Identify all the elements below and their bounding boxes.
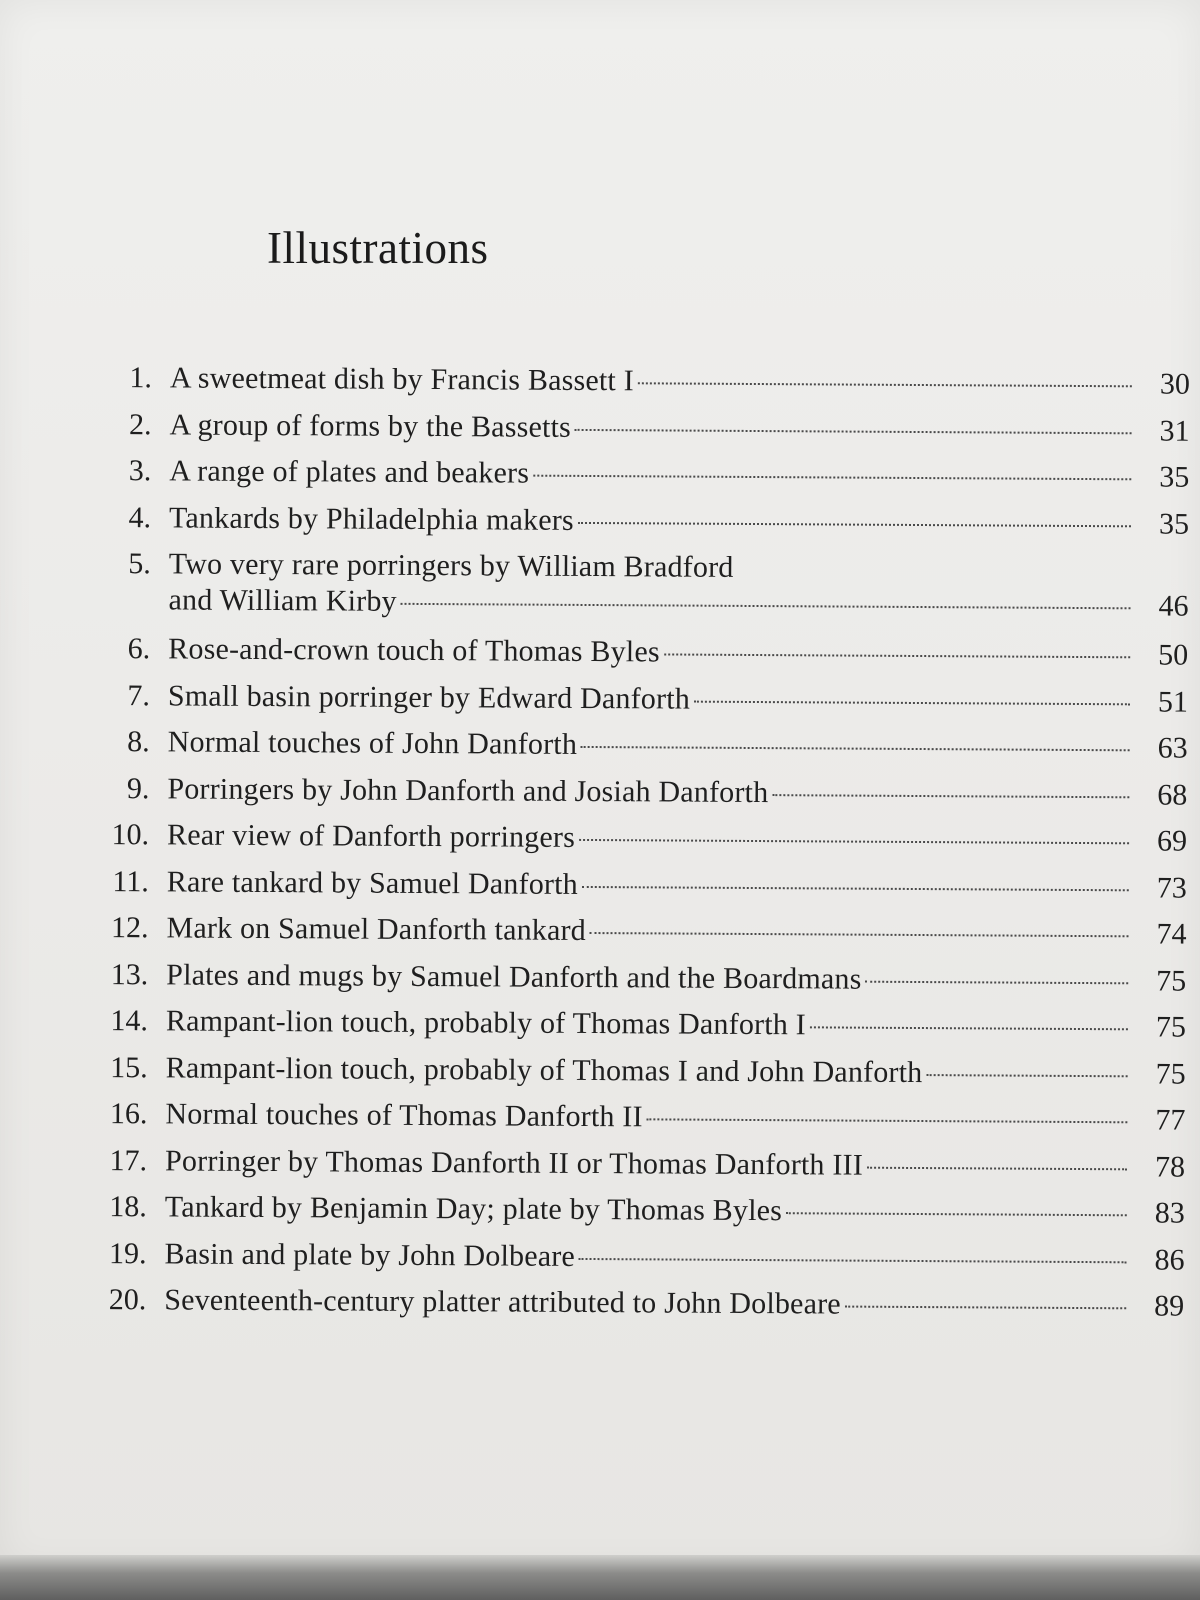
list-item (97, 770, 1187, 823)
list-item (98, 677, 1188, 730)
entry-title: Rare tankard by Samuel Danforth (166, 864, 578, 901)
entry-title: Mark on Samuel Danforth tankard (166, 911, 587, 947)
entry-body (168, 724, 1188, 766)
entry-number: 2. (129, 407, 152, 441)
list-item (97, 863, 1187, 916)
entry-title: Tankard by Benjamin Day; plate by Thomas Byles (164, 1190, 783, 1228)
page-number: 77 (1155, 1103, 1186, 1137)
page-number: 75 (1155, 1056, 1186, 1091)
illustrations-list (94, 360, 1190, 1335)
page-number: 35 (1158, 506, 1190, 541)
entry-body (168, 678, 1188, 720)
dot-leader (578, 521, 1131, 526)
entry-line (168, 631, 1188, 673)
list-item (94, 1235, 1184, 1288)
page-number: 50 (1158, 638, 1189, 672)
entry-number: 11. (112, 864, 149, 898)
list-item (95, 1142, 1185, 1195)
entry-body (166, 957, 1186, 999)
entry-line (168, 582, 1188, 624)
entry-body (169, 500, 1189, 542)
page-title: Illustrations (267, 223, 489, 273)
entry-line (169, 453, 1189, 495)
entry-first-line (169, 546, 1189, 588)
entry-number: 15. (110, 1050, 148, 1084)
entry-body (167, 771, 1187, 813)
entry-body (165, 1096, 1185, 1138)
dot-leader (579, 1257, 1127, 1262)
page-number: 75 (1155, 1010, 1187, 1044)
page-number: 63 (1157, 731, 1188, 765)
entry-line (168, 678, 1188, 720)
entry-number: 8. (127, 725, 150, 759)
dot-leader (582, 885, 1129, 890)
entry-title: Rampant-lion touch, probably of Thomas Danforth I (165, 1004, 807, 1042)
entry-title: Plates and mugs by Samuel Danforth and the Boardmans (166, 957, 862, 996)
entry-line (166, 1003, 1186, 1045)
page-number: 68 (1157, 777, 1188, 812)
dot-leader (590, 932, 1129, 937)
entry-body (167, 864, 1187, 906)
page-number: 73 (1156, 870, 1187, 905)
dot-leader (865, 980, 1128, 984)
page-number: 89 (1154, 1289, 1185, 1323)
entry-body (165, 1189, 1185, 1231)
entry-title: Tankards by Philadelphia makers (168, 500, 574, 537)
entry-line (167, 771, 1187, 813)
dot-leader (772, 794, 1129, 798)
list-item (98, 546, 1188, 638)
entry-title: A group of forms by the Bassetts (169, 407, 572, 444)
dot-leader (867, 1166, 1127, 1170)
dot-leader (638, 382, 1132, 387)
list-item (96, 956, 1186, 1009)
entry-title-continuation: and William Kirby (168, 583, 397, 618)
entry-number: 18. (109, 1190, 147, 1224)
page-number: 35 (1159, 460, 1190, 494)
entry-number: 19. (108, 1236, 147, 1270)
entry-title: Normal touches of John Danforth (167, 725, 578, 761)
page-number: 30 (1159, 367, 1190, 401)
entry-line (164, 1236, 1184, 1278)
page-number: 78 (1154, 1149, 1186, 1184)
dot-leader (579, 839, 1129, 844)
entry-line (166, 910, 1186, 952)
list-item (98, 631, 1188, 684)
entry-body (166, 1050, 1186, 1092)
page-number: 75 (1156, 963, 1187, 998)
list-item (97, 724, 1187, 777)
entry-title: A sweetmeat dish by Francis Bassett I (169, 361, 634, 398)
entry-line (165, 1189, 1185, 1231)
list-item (96, 1049, 1186, 1102)
page-number: 31 (1159, 413, 1190, 448)
page-number: 46 (1158, 589, 1189, 623)
entry-line (165, 1143, 1185, 1185)
entry-title: Porringers by John Danforth and Josiah Danforth (167, 771, 769, 809)
dot-leader (647, 1118, 1128, 1123)
entry-line (167, 817, 1187, 859)
entry-title: Seventeenth-century platter attributed to John Dolbeare (164, 1283, 841, 1321)
entry-number: 16. (109, 1097, 148, 1131)
list-item (99, 406, 1189, 459)
dot-leader (845, 1306, 1126, 1310)
entry-number: 6. (127, 632, 151, 666)
entry-title: Rampant-lion touch, probably of Thomas I and John Danforth (165, 1050, 923, 1089)
entry-number: 12. (110, 911, 149, 945)
list-item (97, 817, 1187, 870)
entry-body (166, 1003, 1186, 1045)
page-number: 74 (1156, 917, 1187, 951)
dot-leader (810, 1026, 1128, 1030)
entry-number: 17. (109, 1143, 148, 1177)
dot-leader (401, 603, 1131, 609)
dot-leader (664, 653, 1130, 658)
entry-number: 10. (111, 818, 150, 852)
entry-number: 20. (108, 1283, 147, 1317)
entry-body (164, 1282, 1184, 1324)
entry-line (170, 360, 1190, 402)
list-item (95, 1096, 1185, 1149)
dot-leader (533, 475, 1131, 481)
entry-number: 3. (128, 454, 152, 488)
page-bottom-edge (0, 1555, 1200, 1600)
entry-body (164, 1236, 1184, 1278)
page-number: 51 (1157, 684, 1189, 719)
entry-body (168, 546, 1188, 624)
page-number: 83 (1154, 1196, 1185, 1230)
entry-body (167, 817, 1187, 859)
entry-number: 4. (128, 500, 152, 534)
dot-leader (926, 1074, 1127, 1077)
entry-body (166, 910, 1186, 952)
entry-title: Basin and plate by John Dolbeare (164, 1236, 576, 1273)
list-item (99, 499, 1189, 552)
list-item (96, 910, 1186, 963)
page-number: 86 (1154, 1242, 1185, 1277)
entry-line (166, 1050, 1186, 1092)
entry-number: 7. (127, 678, 151, 712)
entry-title: Small basin porringer by Edward Danforth (167, 678, 691, 716)
entry-title: Porringer by Thomas Danforth II or Thomas Danforth III (165, 1143, 864, 1182)
dot-leader (581, 746, 1130, 751)
list-item (95, 1189, 1185, 1242)
list-item (96, 1003, 1186, 1056)
entry-line (169, 407, 1189, 449)
dot-leader (694, 700, 1130, 705)
entry-body (165, 1143, 1185, 1185)
dot-leader (786, 1212, 1127, 1216)
entry-number: 1. (129, 361, 152, 395)
page-number: 69 (1156, 824, 1188, 858)
entry-number: 13. (110, 957, 149, 991)
entry-title: Normal touches of Thomas Danforth II (165, 1097, 643, 1134)
entry-body (168, 631, 1188, 673)
list-item (100, 360, 1190, 413)
entry-line (169, 500, 1189, 542)
entry-line (164, 1282, 1184, 1324)
entry-body (169, 407, 1189, 449)
entry-body (169, 453, 1189, 495)
entry-title: A range of plates and beakers (169, 454, 530, 490)
entry-line (166, 957, 1186, 999)
entry-number: 5. (128, 547, 151, 581)
entry-line (168, 724, 1188, 766)
entry-number: 9. (126, 771, 150, 805)
list-item (99, 453, 1189, 506)
entry-title: Rear view of Danforth porringers (166, 818, 576, 854)
entry-line (167, 864, 1187, 906)
entry-line (165, 1096, 1185, 1138)
entry-body (170, 360, 1190, 402)
dot-leader (575, 428, 1132, 433)
list-item (94, 1282, 1184, 1335)
entry-number: 14. (110, 1004, 149, 1038)
entry-title: Rose-and-crown touch of Thomas Byles (168, 632, 660, 669)
entry-title: Two very rare porringers by William Bradford (168, 547, 734, 584)
